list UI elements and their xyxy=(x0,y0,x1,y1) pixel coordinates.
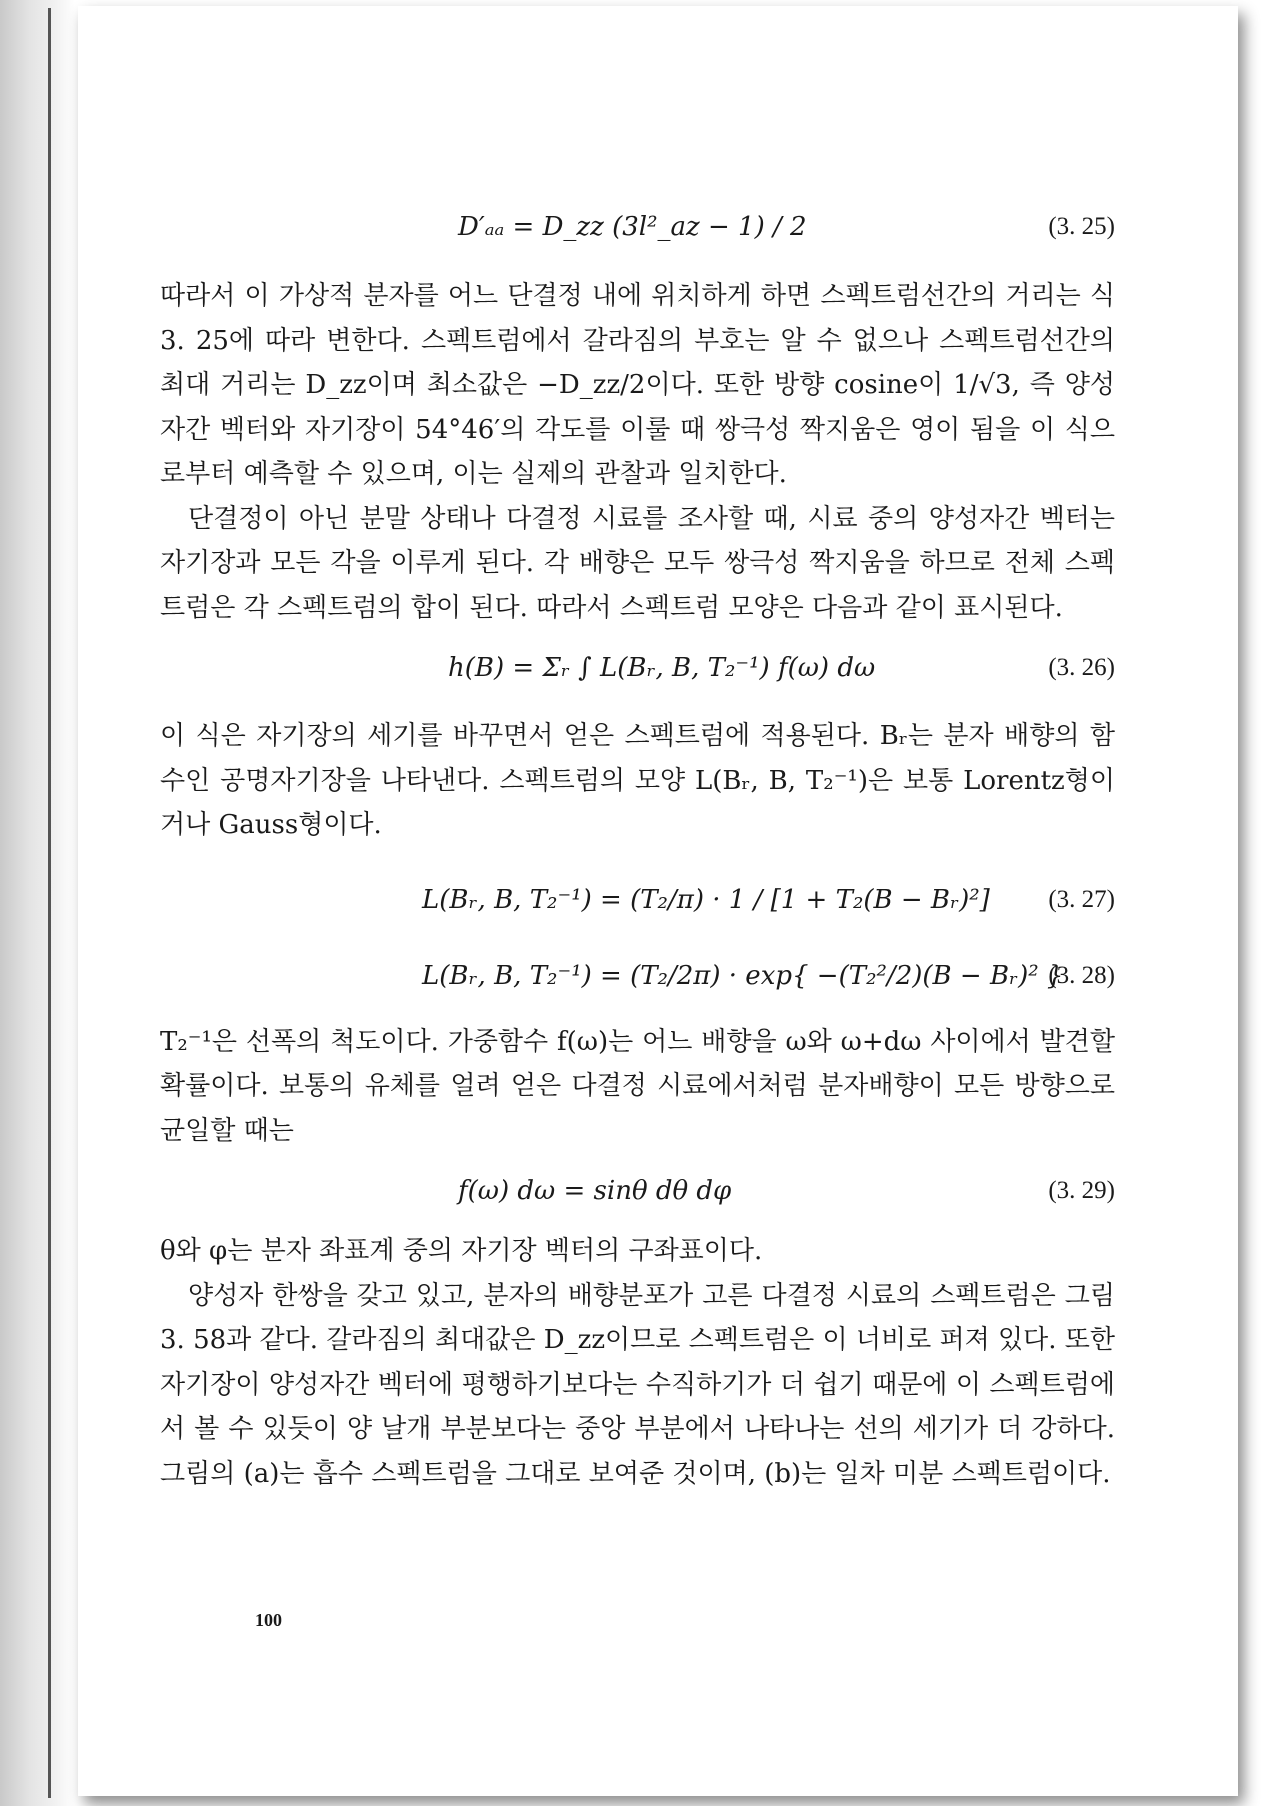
page-content xyxy=(160,190,1115,1496)
equation-number: (3. 29) xyxy=(1048,1177,1115,1204)
paragraph: 단결정이 아닌 분말 상태나 다결정 시료를 조사할 때, 시료 중의 양성자간 벡터는 자기장과 모든 각을 이루게 된다. 각 배향은 모두 쌍극성 짝지움을 하므로 전체 스펙트럼은 각 스펙트럼의 합이 된다. 따라서 스펙트럼 모양은 다음과 같이 표시된다. xyxy=(160,503,1115,623)
paragraph: θ와 φ는 분자 좌표계 중의 자기장 벡터의 구좌표이다. xyxy=(160,1236,763,1266)
paragraph: T₂⁻¹은 선폭의 척도이다. 가중함수 f(ω)는 어느 배향을 ω와 ω+dω 사이에서 발견할 확률이다. 보통의 유체를 얼려 얻은 다결정 시료에서처럼 분자배향이 모든 방향으로 균일할 때는 xyxy=(160,1026,1115,1146)
equation-text: L(Bᵣ, B, T₂⁻¹) = (T₂/π) · 1 / [1 + T₂(B − Bᵣ)²] xyxy=(422,884,990,915)
equation-number: (3. 27) xyxy=(1048,885,1115,913)
page-number: 100 xyxy=(255,1610,282,1630)
equation-number: (3. 25) xyxy=(1048,213,1115,240)
equation-text: h(B) = Σᵣ ∫ L(Bᵣ, B, T₂⁻¹) f(ω) dω xyxy=(448,653,876,683)
paragraph: 양성자 한쌍을 갖고 있고, 분자의 배향분포가 고른 다결정 시료의 스펙트럼은 그림 3. 58과 같다. 갈라짐의 최대값은 D_zz이므로 스펙트럼은 이 너비로 퍼져 있다. 또한 자기장이 양성자간 벡터에 평행하기보다는 수직하기가 더 쉽기 때문에 이 스펙트럼에서 볼 수 있듯이 양 날개 부분보다는 중앙 부분에서 나타나는 선의 세기가 더 강하다. 그림의 (a)는 흡수 스펙트럼을 그대로 보여준 것이며, (b)는 일차 미분 스펙트럼이다. xyxy=(160,1280,1115,1489)
equation-text: D′ₐₐ = D_zz (3l²_az − 1) / 2 xyxy=(458,212,807,242)
equation-3-28 xyxy=(160,938,1115,1014)
book-spine xyxy=(48,8,51,1798)
equation-3-26 xyxy=(160,630,1115,706)
equation-3-29 xyxy=(160,1153,1115,1229)
paragraph: 따라서 이 가상적 분자를 어느 단결정 내에 위치하게 하면 스펙트럼선간의 거리는 식 3. 25에 따라 변한다. 스펙트럼에서 갈라짐의 부호는 알 수 없으나 스펙트럼선간의 최대 거리는 D_zz이며 최소값은 −D_zz/2이다. 또한 방향 cosine이 1/√3, 즉 양성자간 벡터와 자기장이 54°46′의 각도를 이룰 때 쌍극성 짝지움은 영이 됨을 이 식으로부터 예측할 수 있으며, 이는 실제의 관찰과 일치한다. xyxy=(160,281,1115,489)
book-edge xyxy=(0,0,75,1806)
equation-number: (3. 28) xyxy=(1048,961,1115,989)
equation-text: L(Bᵣ, B, T₂⁻¹) = (T₂/2π) · exp{ −(T₂²/2)(B − Bᵣ)² } xyxy=(422,960,1064,991)
paragraph: 이 식은 자기장의 세기를 바꾸면서 얻은 스펙트럼에 적용된다. Bᵣ는 분자 배향의 함수인 공명자기장을 나타낸다. 스펙트럼의 모양 L(Bᵣ, B, T₂⁻¹)은 보통 Lorentz형이거나 Gauss형이다. xyxy=(160,721,1115,840)
equation-number: (3. 26) xyxy=(1048,654,1115,681)
equation-3-27 xyxy=(160,862,1115,938)
equation-text: f(ω) dω = sinθ dθ dφ xyxy=(458,1176,732,1206)
equation-3-25 xyxy=(160,190,1115,264)
